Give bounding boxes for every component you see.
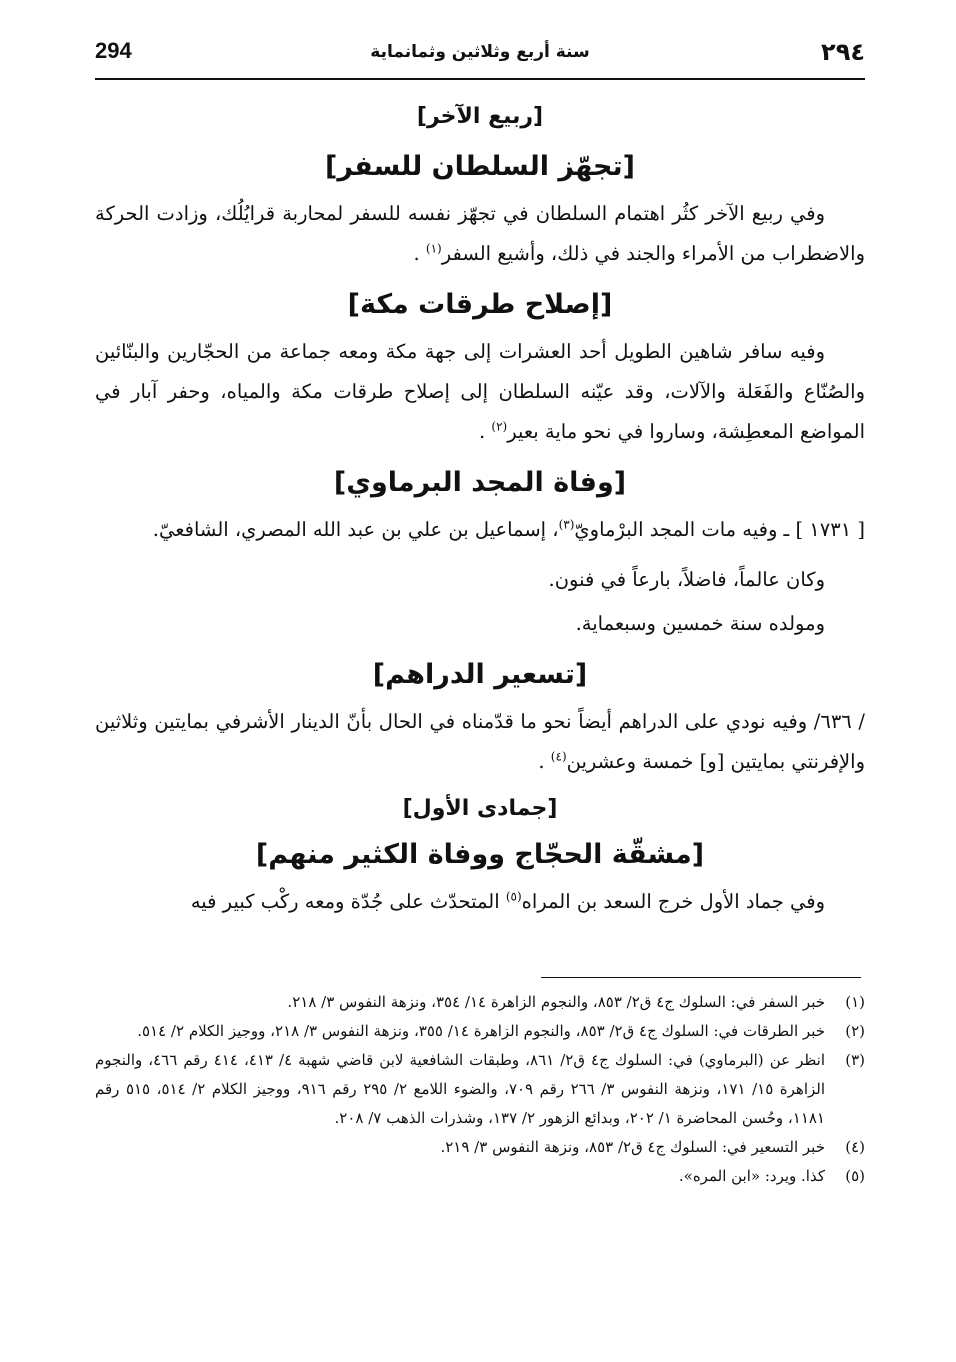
footnote-ref-2: (٢) [491,419,508,434]
paragraph-end: . [413,242,426,265]
paragraph-text: وفيه سافر شاهين الطويل أحد العشرات إلى جهة مكة ومعه جماعة من الحجّارين والبنّائين والصُنّاع والفَعَلة والآلات، وقد عيّنه السلطان إلى إصلاح طرقات مكة والمياه، وحفر آبار في المواضع المعطِشة، وساروا في نحو ماية بعير [95,340,865,443]
footnote [95,988,865,1017]
page-header [95,38,865,80]
paragraph-end: . [478,420,492,443]
footnote [95,1133,865,1162]
paragraph-text: / ٦٣٦/ وفيه نودي على الدراهم أيضاً نحو ما قدّمناه في الحال بأنّ الدينار الأشرفي بمايتين وثلاثين والإفرنتي بمايتين [و] خمسة وعشرين [95,710,865,773]
paragraph-pilgrims-hardship [95,882,865,922]
footnote [95,1162,865,1191]
section-heading-sultan-travel: [تجهّز السلطان للسفر] [325,151,635,182]
paragraph-mecca-roads [95,332,865,452]
footnote-number: (٤) [845,1138,865,1156]
footnote-ref-4: (٤) [550,749,567,764]
month-heading-jumada: [جمادى الأول] [402,796,558,821]
running-title: سنة أربع وثلاثين وثمانماية [370,42,590,62]
paragraph-end: . [538,750,551,773]
footnote-text: كذا. ويرد: «ابن المره». [678,1167,825,1185]
footnotes [95,988,865,1191]
paragraph-barmawi-scholar: وكان عالماً، فاضلاً، بارعاً في فنون. [548,568,825,591]
month-heading-rabi: [ربيع الآخر] [416,104,544,129]
paragraph-end: المتحدّث على جُدّة ومعه ركْب كبير فيه [190,890,506,913]
main-text [95,100,865,932]
footnote-number: (١) [845,993,865,1011]
footnote-number: (٣) [845,1051,865,1069]
paragraph-barmawi-entry [95,510,865,550]
footnote [95,1017,865,1046]
paragraph-text: [ ١٧٣١ ] ـ وفيه مات المجد البرْماويّ [574,518,865,541]
footnote-separator [541,977,861,978]
section-heading-barmawi-death: [وفاة المجد البرماوي] [333,467,627,498]
page-number-latin: 294 [95,38,132,63]
footnote-text: خبر السفر في: السلوك ج٤ ق٢/ ٨٥٣، والنجوم الزاهرة ١٤/ ٣٥٤، ونزهة النفوس ٣/ ٢١٨. [287,993,825,1011]
footnote-text: خبر الطرقات في: السلوك ج٤ ق٢/ ٨٥٣، والنجوم الزاهرة ١٤/ ٣٥٥، ونزهة النفوس ٣/ ٢١٨، ووجيز الكلام ٢/ ٥١٤. [137,1022,825,1040]
footnote [95,1046,865,1133]
page-number-arabic: ٢٩٤ [821,38,865,66]
section-heading-dirham-pricing: [تسعير الدراهم] [372,659,588,690]
paragraph-end: ، إسماعيل بن علي بن عبد الله المصري، الشافعيّ. [152,518,559,541]
paragraph-text: وفي جماد الأول خرج السعد بن المراه [521,890,825,913]
paragraph-barmawi-birth: ومولده سنة خمسين وسبعماية. [575,612,825,635]
paragraph-dirham-pricing [95,702,865,782]
section-heading-mecca-roads: [إصلاح طرقات مكة] [347,289,613,320]
footnote-ref-3: (٣) [558,517,575,532]
footnote-text: خبر التسعير في: السلوك ج٤ ق٢/ ٨٥٣، ونزهة النفوس ٣/ ٢١٩. [440,1138,825,1156]
footnote-ref-5: (٥) [505,889,522,904]
footnote-number: (٥) [845,1167,865,1185]
footnote-number: (٢) [845,1022,865,1040]
section-heading-pilgrims-hardship: [مشقّة الحجّاج ووفاة الكثير منهم] [255,839,705,870]
footnote-ref-1: (١) [425,241,442,256]
paragraph-sultan-travel [95,194,865,274]
paragraph-text: وفي ربيع الآخر كثُر اهتمام السلطان في تجهّز نفسه للسفر لمحاربة قرايُلُك، وزادت الحركة والاضطراب من الأمراء والجند في ذلك، وأشيع السفر [95,202,865,265]
footnote-text: انظر عن (البرماوي) في: السلوك ج٤ ق٢/ ٨٦١، وطبقات الشافعية لابن قاضي شهبة ٤/ ٤١٣، ٤١٤ رقم ٤٦٦، والنجوم الزاهرة ١٥/ ١٧١، ونزهة النفوس ٣/ ٢٦٦ رقم ٧٠٩، والضوء اللامع ٢/ ٢٩٥ رقم ٩١٦، ووجيز الكلام ٢/ ٥١٤، ٥١٥ رقم ١١٨١، وحُسن المحاضرة ١/ ٢٠٢، وبدائع الزهور ٢/ ١٣٧، وشذرات الذهب ٧/ ٢٠٨. [95,1051,826,1127]
